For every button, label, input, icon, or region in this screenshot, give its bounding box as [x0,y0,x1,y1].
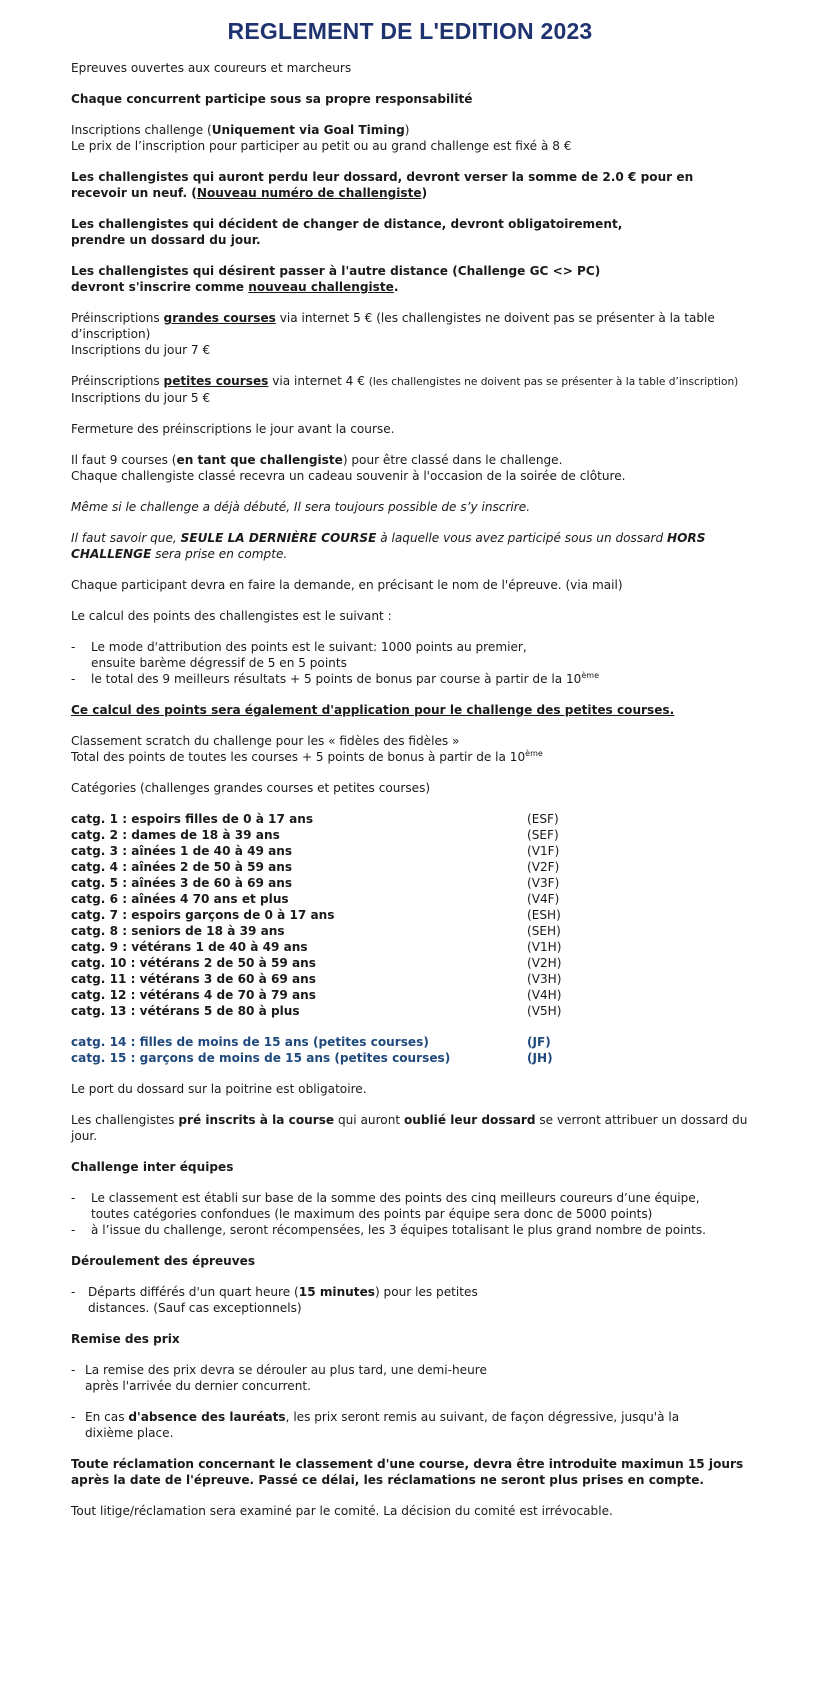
category-row: catg. 6 : aînées 4 70 ans et plus (V4F) [71,892,560,906]
responsibility-text: Chaque concurrent participe sous sa propre responsabilité [71,92,473,106]
list-item: - Le mode d'attribution des points est le suivant: 1000 points au premier, ensuite barème dégressif de 5 en 5 points [71,640,527,670]
document-body [71,60,751,1534]
page-title: REGLEMENT DE L'EDITION 2023 [227,18,593,44]
category-row: catg. 12 : vétérans 4 de 70 à 79 ans (V4H) [71,988,562,1002]
prize-list-2 [71,1409,751,1441]
category-row: catg. 1 : espoirs filles de 0 à 17 ans (ESF) [71,812,559,826]
dispute-text: Tout litige/réclamation sera examiné par le comité. La décision du comité est irrévocable. [71,1504,613,1518]
category-row: catg. 4 : aînées 2 de 50 à 59 ans (V2F) [71,860,560,874]
category-row: catg. 13 : vétérans 5 de 80 à plus (V5H) [71,1004,562,1018]
preregistration-long-paragraph: Préinscriptions grandes courses via internet 5 € (les challengistes ne doivent pas se présenter à la table d’inscription) Inscriptions du jour 7 € [71,311,715,357]
nine-races-paragraph: Il faut 9 courses (en tant que challengiste) pour être classé dans le challenge. Chaque challengiste classé recevra un cadeau souvenir à l'occasion de la soirée de clôture. [71,453,626,483]
categories-list [71,811,751,1019]
bib-rule-text: Le port du dossard sur la poitrine est obligatoire. [71,1082,367,1096]
list-item: - à l’issue du challenge, seront récompensées, les 3 équipes totalisant le plus grand nombre de points. [71,1223,707,1237]
category-row: catg. 15 : garçons de moins de 15 ans (petites courses) (JH) [71,1051,553,1065]
category-row: catg. 2 : dames de 18 à 39 ans (SEF) [71,828,559,842]
category-row: catg. 14 : filles de moins de 15 ans (petites courses) (JF) [71,1035,551,1049]
points-list [71,639,751,687]
forgotten-bib-paragraph: Les challengistes pré inscrits à la course qui auront oublié leur dossard se verront attribuer un dossard du jour. [71,1113,748,1143]
goal-timing-emphasis: Uniquement via Goal Timing [211,123,405,137]
late-join-text: Même si le challenge a déjà débuté, Il sera toujours possible de s’y inscrire. [71,500,531,514]
category-row: catg. 9 : vétérans 1 de 40 à 49 ans (V1H) [71,940,562,954]
list-item: - La remise des prix devra se dérouler au plus tard, une demi-heure après l'arrivée du dernier concurrent. [71,1363,487,1393]
request-text: Chaque participant devra en faire la demande, en précisant le nom de l'épreuve. (via mail) [71,578,623,592]
list-item: - Le classement est établi sur base de la somme des points des cinq meilleurs coureurs d’une équipe, toutes catégories confondues (le maximum des points par équipe sera donc de 5000 points) [71,1191,700,1221]
registration-price: Le prix de l’inscription pour participer au petit ou au grand challenge est fixé à 8 € [71,139,572,153]
points-intro: Le calcul des points des challengistes est le suivant : [71,609,392,623]
category-row: catg. 5 : aînées 3 de 60 à 69 ans (V3F) [71,876,560,890]
registration-paragraph: Inscriptions challenge (Uniquement via Goal Timing) Le prix de l’inscription pour participer au petit ou au grand challenge est fixé à 8 € [71,123,572,153]
scratch-ranking-paragraph: Classement scratch du challenge pour les « fidèles des fidèles » Total des points de toutes les courses + 5 points de bonus à partir de la 10ème [71,734,543,764]
claims-paragraph: Toute réclamation concernant le classement d'une course, devra être introduite maximun 15 jours après la date de l'épreuve. Passé ce délai, les réclamations ne seront plus prises en compte. [71,1457,744,1487]
list-item: - le total des 9 meilleurs résultats + 5 points de bonus par course à partir de la 10ème [71,670,600,686]
lost-bib-paragraph: Les challengistes qui auront perdu leur dossard, devront verser la somme de 2.0 € pour en recevoir un neuf. (Nouveau numéro de challengiste) [71,170,694,200]
categories-heading: Catégories (challenges grandes courses et petites courses) [71,781,431,795]
closing-text: Fermeture des préinscriptions le jour avant la course. [71,422,395,436]
team-challenge-heading: Challenge inter équipes [71,1160,234,1174]
young-categories-list [71,1034,751,1066]
change-distance-paragraph: Les challengistes qui décident de changer de distance, devront obligatoirement, prendre un dossard du jour. [71,217,623,247]
deroulement-list [71,1284,751,1316]
intro-text: Epreuves ouvertes aux coureurs et marcheurs [71,61,352,75]
switch-distance-paragraph: Les challengistes qui désirent passer à l'autre distance (Challenge GC <> PC) devront s'inscrire comme nouveau challengiste. [71,264,601,294]
category-row: catg. 3 : aînées 1 de 40 à 49 ans (V1F) [71,844,560,858]
category-row: catg. 10 : vétérans 2 de 50 à 59 ans (V2H) [71,956,562,970]
category-row: catg. 7 : espoirs garçons de 0 à 17 ans (ESH) [71,908,561,922]
prize-list-1 [71,1362,751,1394]
list-item: - Départs différés d'un quart heure (15 minutes) pour les petites distances. (Sauf cas exceptionnels) [71,1285,478,1315]
deroulement-heading: Déroulement des épreuves [71,1254,256,1268]
small-races-note: Ce calcul des points sera également d'application pour le challenge des petites courses. [71,703,675,717]
preregistration-short-paragraph: Préinscriptions petites courses via internet 4 € (les challengistes ne doivent pas se présenter à la table d’inscription) Inscriptions du jour 5 € [71,374,739,405]
category-row: catg. 11 : vétérans 3 de 60 à 69 ans (V3H) [71,972,562,986]
last-race-paragraph: Il faut savoir que, SEULE LA DERNIÈRE COURSE à laquelle vous avez participé sous un dossard HORS CHALLENGE sera prise en compte. [71,531,706,561]
prize-heading: Remise des prix [71,1332,180,1346]
team-list [71,1190,751,1238]
category-row: catg. 8 : seniors de 18 à 39 ans (SEH) [71,924,561,938]
list-item: - En cas d'absence des lauréats, les prix seront remis au suivant, de façon dégressive, jusqu'à la dixième place. [71,1410,680,1440]
